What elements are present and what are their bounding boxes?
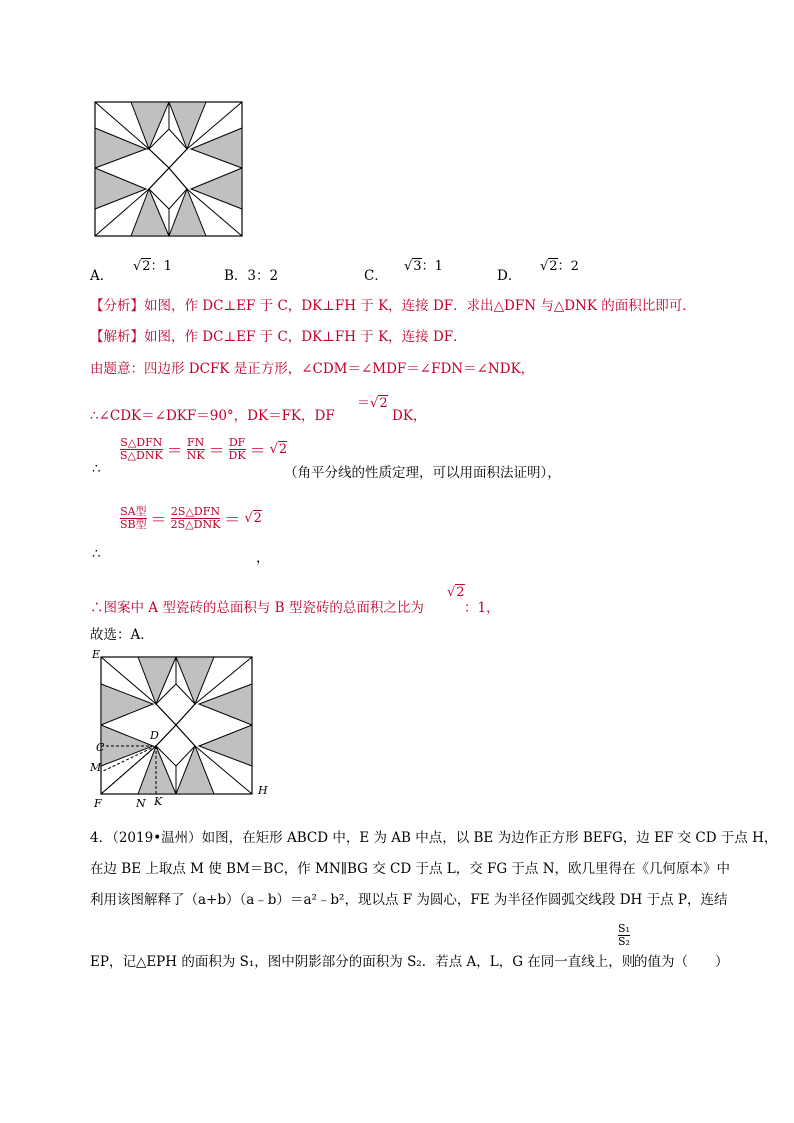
answer-line: 故选：A． — [90, 627, 154, 643]
labeled-tile-svg — [100, 656, 255, 796]
analysis-text: 如图，作 DC⊥EF 于 C，DK⊥FH 于 K，连接 DF．求出△DFN 与△DNK 的面积比即可． — [144, 298, 696, 314]
problem4-line4: EP，记△EPH 的面积为 S₁，图中阴影部分的面积为 S₂．若点 A，L，G 在同一直线上，则 — [90, 954, 636, 970]
label-m: M — [90, 761, 102, 774]
solution-tag: 【解析】 — [90, 329, 144, 345]
label-d: D — [150, 729, 159, 742]
therefore-symbol-2: ∴ — [92, 546, 101, 562]
tile-pattern-figure — [94, 101, 244, 238]
theorem-note: （角平分线的性质定理，可以用面积法证明）， — [284, 465, 561, 481]
ratio-equation-1: $\frac{\text{S△DFN}}{\text{S△DNK}}$ ＝ $\frac{FN}{NK}$ ＝ $\frac{DF}{DK}$ ＝ √2 — [120, 436, 288, 462]
option-b: B．3：2 — [224, 268, 279, 284]
label-n: N — [136, 797, 146, 810]
option-c-value: √3：1 — [404, 259, 443, 274]
option-d-value: √2：2 — [540, 259, 579, 274]
analysis-line — [90, 294, 696, 314]
therefore-symbol-1: ∴ — [92, 461, 101, 477]
label-h: H — [258, 784, 268, 797]
problem4-line1: 4．（2019•温州）如图，在矩形 ABCD 中，E 为 AB 中点，以 BE 为边作正方形 BEFG，边 EF 交 CD 于点 H， — [90, 830, 778, 846]
label-c: C — [96, 741, 105, 754]
problem4-line4-end: 的值为（ ） — [634, 954, 729, 970]
analysis-tag: 【分析】 — [90, 298, 144, 314]
solution-line1: 由题意：四边形 DCFK 是正方形，∠CDM＝∠MDF＝∠FDN＝∠NDK， — [90, 361, 535, 377]
solution-text: 如图，作 DC⊥EF 于 C，DK⊥FH 于 K，连接 DF． — [144, 329, 467, 345]
label-k: K — [154, 795, 163, 808]
conclusion-end: ：1， — [464, 600, 500, 616]
label-e: E — [92, 648, 101, 661]
option-c: C． — [364, 268, 388, 284]
solution-line2-end: DK， — [392, 408, 427, 424]
label-f: F — [94, 797, 102, 810]
option-a-value: √2：1 — [133, 259, 172, 274]
conclusion-ratio: √2 — [447, 585, 465, 600]
option-a: A． — [90, 268, 114, 284]
solution-line — [90, 325, 467, 345]
option-d: D． — [497, 268, 522, 284]
labeled-tile-figure — [86, 648, 276, 814]
problem4-line2: 在边 BE 上取点 M 使 BM＝BC，作 MN∥BG 交 CD 于点 L，交 FG 于点 N，欧几里得在《几何原本》中 — [90, 861, 731, 877]
problem4-line3: 利用该图解释了（a+b）（a﹣b）＝a²﹣b²，现以点 F 为圆心，FE 为半径作圆弧交线段 DH 于点 P，连结 — [90, 892, 728, 908]
problem4-fraction: $\frac{\text{S₁}}{\text{S₂}}$ — [618, 922, 630, 948]
solution-line2: ∴∠CDK＝∠DKF＝90°，DK＝FK，DF — [90, 408, 335, 424]
ratio-equation-2: $\frac{\text{SA型}}{\text{SB型}}$ ＝ $\frac{\text{2S△DFN}}{\text{2S△DNK}}$ ＝ √2 — [120, 505, 262, 531]
solution-line2-sqrt: ＝√2 — [357, 396, 388, 411]
comma: ， — [256, 550, 270, 566]
conclusion-line: ∴图案中 A 型瓷砖的总面积与 B 型瓷砖的总面积之比为 — [90, 600, 424, 616]
